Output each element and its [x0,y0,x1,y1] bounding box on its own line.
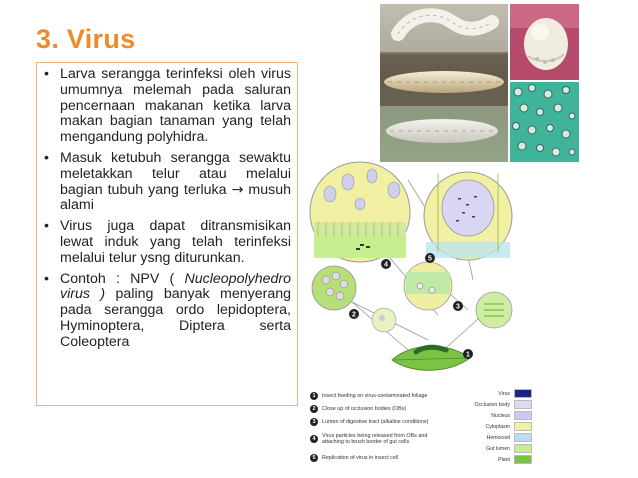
legend-step-2 [310,403,406,415]
step-number: 1 [310,392,318,400]
step-number: 5 [310,454,318,462]
step-number: 3 [310,418,318,426]
key-label: Gut lumen [486,445,510,452]
slide-title: 3. Virus [36,24,136,54]
key-label: Cytoplasm [485,423,510,430]
key-swatch [514,455,532,464]
diagram-number-4: 4 [384,261,388,269]
text-box [36,62,298,406]
legend-key-gut-lumen [486,444,532,453]
bullet-item-4 [43,272,291,351]
key-label: Occlusion body [474,401,510,408]
legend-key-nucleus [491,411,532,420]
legend-step-5 [310,452,398,464]
legend-key-cytoplasm [485,422,532,431]
bullet-item-3: • Virus juga dapat ditransmisikan lewat induk yang telah terinfeksi melalui telur ysng diturunkan. [43,219,291,266]
step-text: Virus particles being released from OBs and attaching to brush border of gut cells [322,433,428,445]
key-swatch [514,444,532,453]
bullet-item-1: • Larva serangga terinfeksi oleh virus umumnya melemah pada saluran pencernaan makanan ketika larva makan bagian tanaman yang telah mengandung polyhidra. [43,67,291,146]
diagram-number-1: 1 [466,351,470,359]
legend-step-3 [310,416,428,428]
bullet-text: Contoh : NPV ( [60,270,185,287]
key-label: Hemocoel [486,434,510,441]
photo-collage [380,4,579,162]
legend-key-plant [498,455,532,464]
diagram-number-5: 5 [428,255,432,263]
key-swatch [514,433,532,442]
scientific-name: Nucleopolyhedro virus ) [60,270,291,303]
step-text: Lumen of digestive tract (alkaline conditions) [322,419,429,425]
bullet-text: Masuk ketubuh serangga sewaktu meletakkan telur atau melalui bagian tubuh yang terluka [60,149,291,198]
key-swatch [514,422,532,431]
larva-head-photo [510,4,579,80]
diagram-number-2: 2 [352,311,356,319]
occlusion-bodies-photo [510,82,579,162]
key-label: Virus [498,390,510,397]
virus-infection-diagram [308,160,513,382]
key-swatch [514,411,532,420]
legend-key-virus [498,389,532,398]
bullet-item-2 [43,151,291,214]
bullet-text: paling banyak menyerang pada serangga ordo lepidoptera, Hyminoptera, Diptera serta Coleoptera [60,286,291,350]
key-swatch [514,389,532,398]
diagram-number-3: 3 [456,303,460,311]
key-label: Nucleus [491,412,510,419]
legend-key-hemocoel [487,433,532,442]
legend-step-4 [310,431,450,447]
bullet-list [43,67,291,351]
step-number: 2 [310,405,318,413]
bullet-text: musuh alami [60,181,291,214]
legend-step-1 [310,390,427,402]
diagram-legend [310,388,532,470]
legend-key-occlusion-body [475,400,532,409]
step-text: Insect feeding on virus-contaminated foliage [322,393,428,399]
legend-keys [444,388,532,468]
step-text: Replication of virus in insect cell [322,455,399,461]
arrow-icon: → [231,181,244,198]
step-text: Close up of occlusion bodies (OBs) [322,406,407,412]
key-label: Plant [498,456,510,463]
step-number: 4 [310,435,318,443]
caterpillar-photo [380,4,508,162]
key-swatch [514,400,532,409]
